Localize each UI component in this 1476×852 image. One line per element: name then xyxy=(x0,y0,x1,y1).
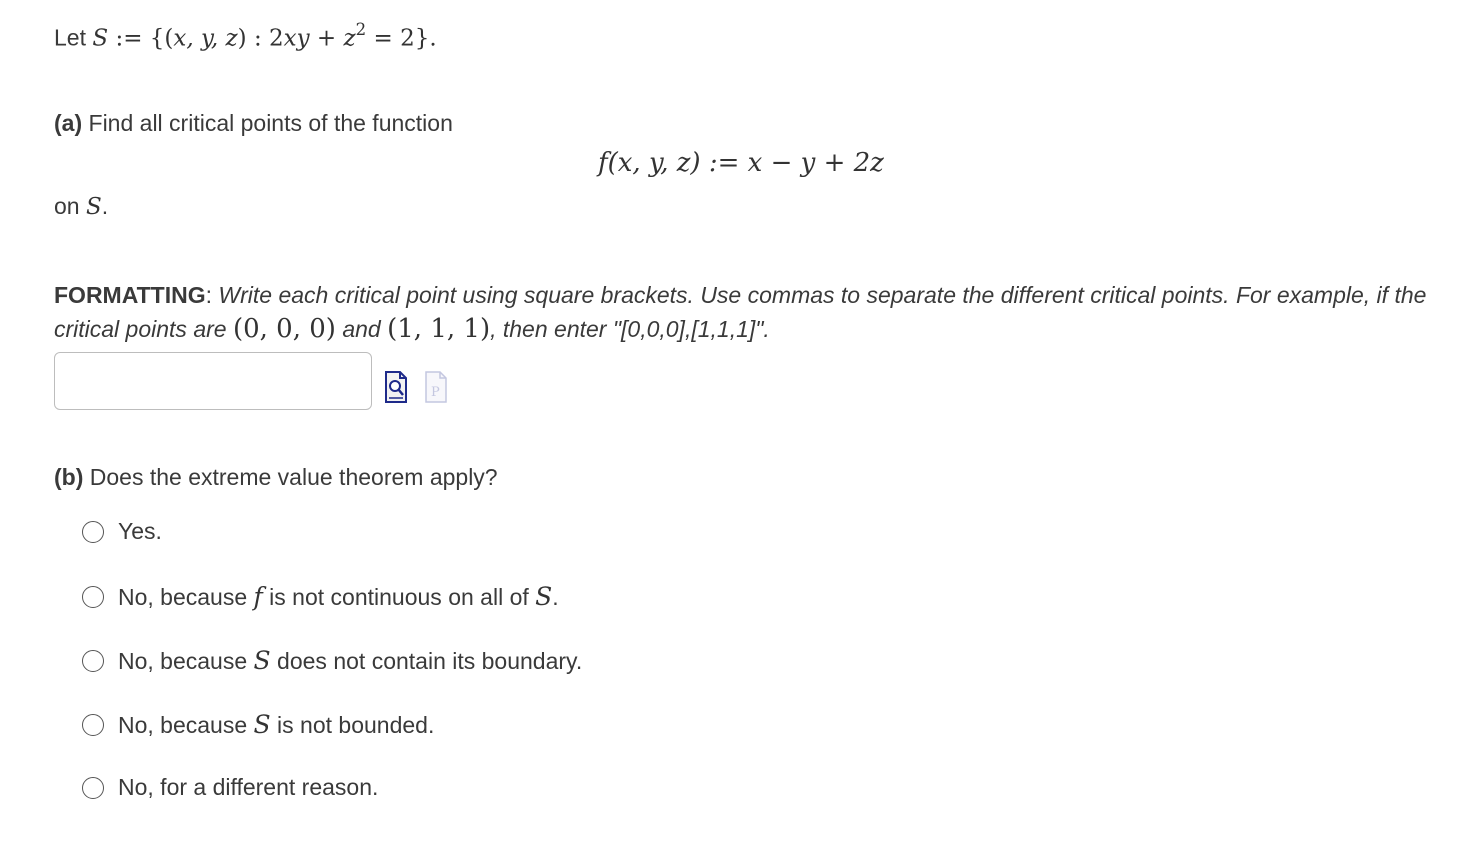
on-set-symbol: S xyxy=(85,194,102,220)
formatting-text-2: , then enter xyxy=(490,316,613,342)
option-label xyxy=(118,646,582,675)
option-math-s: S xyxy=(253,646,271,675)
option-math-f: f xyxy=(253,582,263,611)
option-text-end: . xyxy=(552,584,559,610)
formatting-label: FORMATTING xyxy=(54,282,206,308)
evt-option-not-bounded[interactable] xyxy=(82,710,434,739)
formatting-instructions xyxy=(54,278,1444,346)
option-math-s: S xyxy=(535,582,553,611)
radio-button[interactable] xyxy=(82,586,104,608)
set-vars: x, y, z xyxy=(173,25,238,52)
part-b-label: (b) xyxy=(54,464,84,490)
radio-button[interactable] xyxy=(82,714,104,736)
option-text-post: is not continuous on all of xyxy=(262,584,536,610)
set-def-open: := {( xyxy=(108,25,174,52)
radio-button[interactable] xyxy=(82,650,104,672)
set-xy: xy xyxy=(283,25,310,52)
option-label xyxy=(118,518,162,545)
formatting-example: "[0,0,0],[1,1,1]". xyxy=(612,316,770,342)
evt-option-not-continuous[interactable] xyxy=(82,582,559,611)
set-plus: + xyxy=(309,25,344,52)
paste-icon[interactable] xyxy=(424,368,450,404)
option-text-post: is not bounded. xyxy=(270,712,435,738)
svg-text:P: P xyxy=(431,385,440,400)
set-def-end: = 2}. xyxy=(366,25,437,52)
radio-button[interactable] xyxy=(82,777,104,799)
part-b-text: Does the extreme value theorem apply? xyxy=(83,464,498,490)
formatting-and: and xyxy=(335,316,388,342)
paste-icon-graphic xyxy=(424,368,450,404)
critical-points-answer-input[interactable] xyxy=(54,352,372,410)
set-symbol: S xyxy=(92,25,109,52)
part-a-label: (a) xyxy=(54,110,83,136)
set-exponent: 2 xyxy=(355,19,367,39)
part-a-prompt xyxy=(54,110,453,137)
on-s-text xyxy=(54,193,108,220)
on-prefix: on xyxy=(54,193,86,219)
function-definition: f(x, y, z) := x − y + 2z xyxy=(598,148,884,178)
on-suffix: . xyxy=(101,193,109,219)
evt-option-different-reason[interactable] xyxy=(82,774,378,801)
evt-option-no-boundary[interactable] xyxy=(82,646,582,675)
option-text: Yes. xyxy=(118,518,162,544)
preview-icon[interactable] xyxy=(384,368,410,404)
option-text: No, for a different reason. xyxy=(118,774,379,800)
radio-button[interactable] xyxy=(82,521,104,543)
example-point-1: (0, 0, 0) xyxy=(232,314,336,344)
option-text: No, because xyxy=(118,584,254,610)
set-z: z xyxy=(343,25,356,52)
option-text-post: does not contain its boundary. xyxy=(270,648,583,674)
option-label xyxy=(118,710,434,739)
option-math-s: S xyxy=(253,710,271,739)
evt-option-yes[interactable] xyxy=(82,518,162,545)
example-point-2: (1, 1, 1) xyxy=(387,314,491,344)
formatting-colon: : xyxy=(205,282,219,308)
option-label xyxy=(118,582,559,611)
option-label xyxy=(118,774,378,801)
set-def-mid: ) : 2 xyxy=(237,25,284,52)
part-b-prompt xyxy=(54,464,498,491)
intro-prefix: Let xyxy=(54,24,93,51)
formatting-text-1: Write each critical point using square brackets. Use commas to separate the different critical points. For example, if the critical points are xyxy=(54,282,1427,342)
part-a-text: Find all critical points of the function xyxy=(82,110,453,136)
problem-statement xyxy=(54,19,437,52)
option-text: No, because xyxy=(118,648,254,674)
preview-icon-graphic xyxy=(384,368,410,404)
option-text: No, because xyxy=(118,712,254,738)
